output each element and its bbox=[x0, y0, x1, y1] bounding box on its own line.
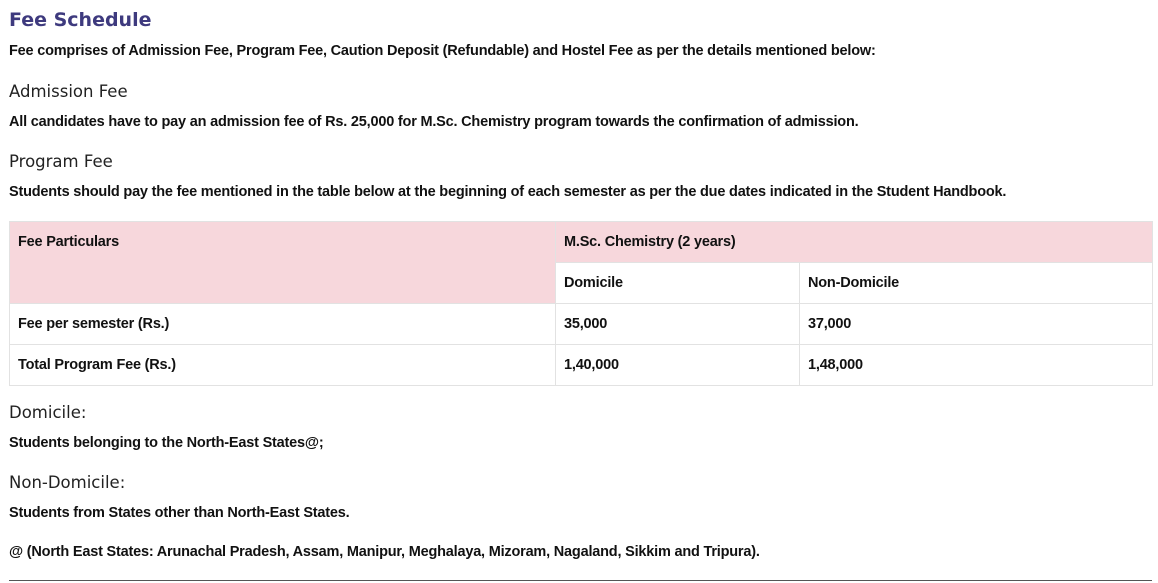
non-domicile-text: Students from States other than North-East States. bbox=[9, 505, 350, 521]
intro-text: Fee comprises of Admission Fee, Program Fee, Caution Deposit (Refundable) and Hostel Fee as per the details mentioned below: bbox=[9, 43, 876, 59]
row-label: Fee per semester (Rs.) bbox=[10, 304, 556, 345]
non-domicile-heading: Non-Domicile: bbox=[9, 473, 126, 492]
table-row bbox=[10, 345, 1153, 386]
program-heading: Program Fee bbox=[9, 152, 113, 171]
program-text: Students should pay the fee mentioned in the table below at the beginning of each semester as per the due dates indicated in the Student Handbook. bbox=[9, 184, 1007, 200]
domicile-heading: Domicile: bbox=[9, 403, 87, 422]
non-domicile-value: 37,000 bbox=[800, 304, 1153, 345]
domicile-header: Domicile bbox=[556, 263, 800, 304]
table-row bbox=[10, 304, 1153, 345]
fee-table bbox=[9, 221, 1153, 386]
admission-text: All candidates have to pay an admission fee of Rs. 25,000 for M.Sc. Chemistry program towards the confirmation of admission. bbox=[9, 114, 859, 130]
admission-heading: Admission Fee bbox=[9, 82, 128, 101]
table-header-row bbox=[10, 222, 1153, 263]
non-domicile-header: Non-Domicile bbox=[800, 263, 1153, 304]
domicile-value: 35,000 bbox=[556, 304, 800, 345]
domicile-text: Students belonging to the North-East States@; bbox=[9, 435, 324, 451]
non-domicile-value: 1,48,000 bbox=[800, 345, 1153, 386]
domicile-value: 1,40,000 bbox=[556, 345, 800, 386]
row-label: Total Program Fee (Rs.) bbox=[10, 345, 556, 386]
divider bbox=[9, 580, 1152, 581]
program-header: M.Sc. Chemistry (2 years) bbox=[556, 222, 1153, 263]
fee-particulars-header: Fee Particulars bbox=[10, 222, 556, 304]
footnote: @ (North East States: Arunachal Pradesh, Assam, Manipur, Meghalaya, Mizoram, Nagaland, Sikkim and Tripura). bbox=[9, 544, 760, 560]
page-title: Fee Schedule bbox=[9, 9, 152, 31]
